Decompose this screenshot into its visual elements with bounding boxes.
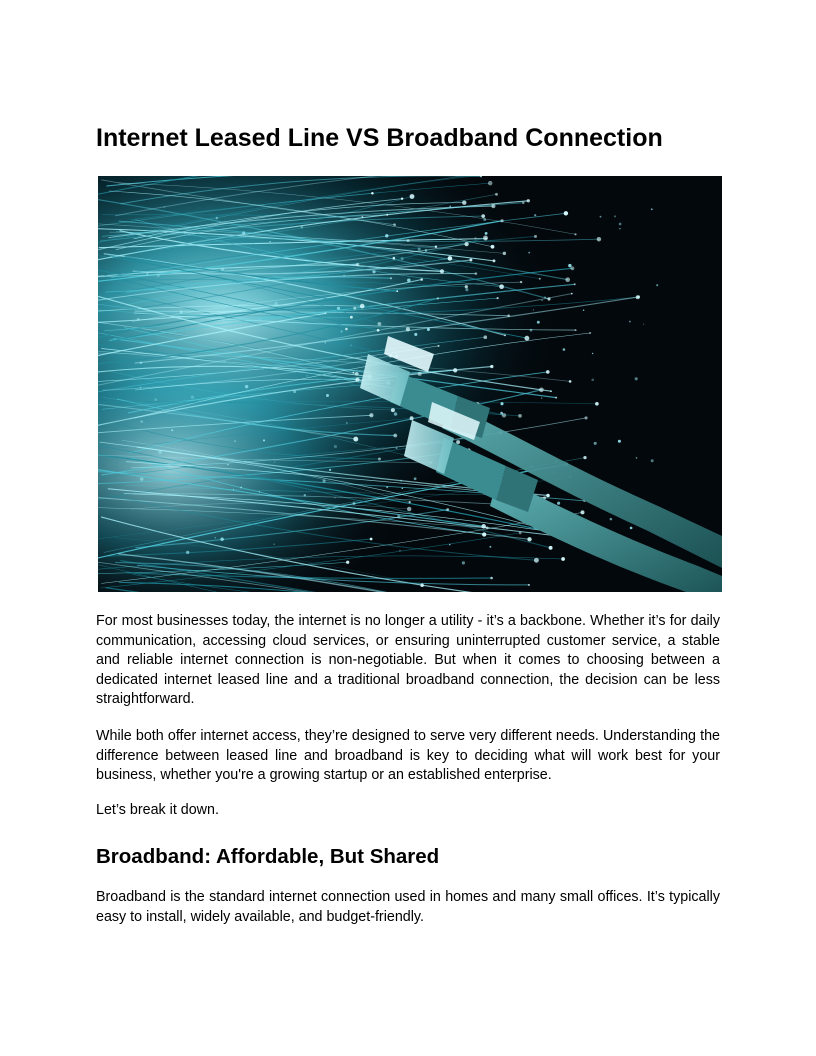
transition-paragraph: Let’s break it down.: [96, 802, 219, 818]
fiber-optic-image: [98, 176, 722, 592]
intro-paragraph: For most businesses today, the internet is no longer a utility - it’s a backbone. Whether it’s for daily communication, accessing cloud services, or ensuring uninterrupted customer service, a stable and reliable internet connection is non-negotiable. But when it comes to choosing between a dedicated internet leased line and a traditional broadband connection, the decision can be less straightforward.: [96, 613, 720, 708]
comparison-paragraph: While both offer internet access, they’re designed to serve very different needs. Understanding the difference between leased line and broadband is key to deciding what will work best for your business, whether you're a growing startup or an established enterprise.: [96, 728, 720, 784]
page-title: Internet Leased Line VS Broadband Connection: [96, 124, 663, 152]
section-heading-broadband: Broadband: Affordable, But Shared: [96, 845, 440, 868]
fiber-optic-illustration: [98, 176, 722, 592]
broadband-paragraph: Broadband is the standard internet connection used in homes and many small offices. It’s typically easy to install, widely available, and budget-friendly.: [96, 889, 720, 925]
